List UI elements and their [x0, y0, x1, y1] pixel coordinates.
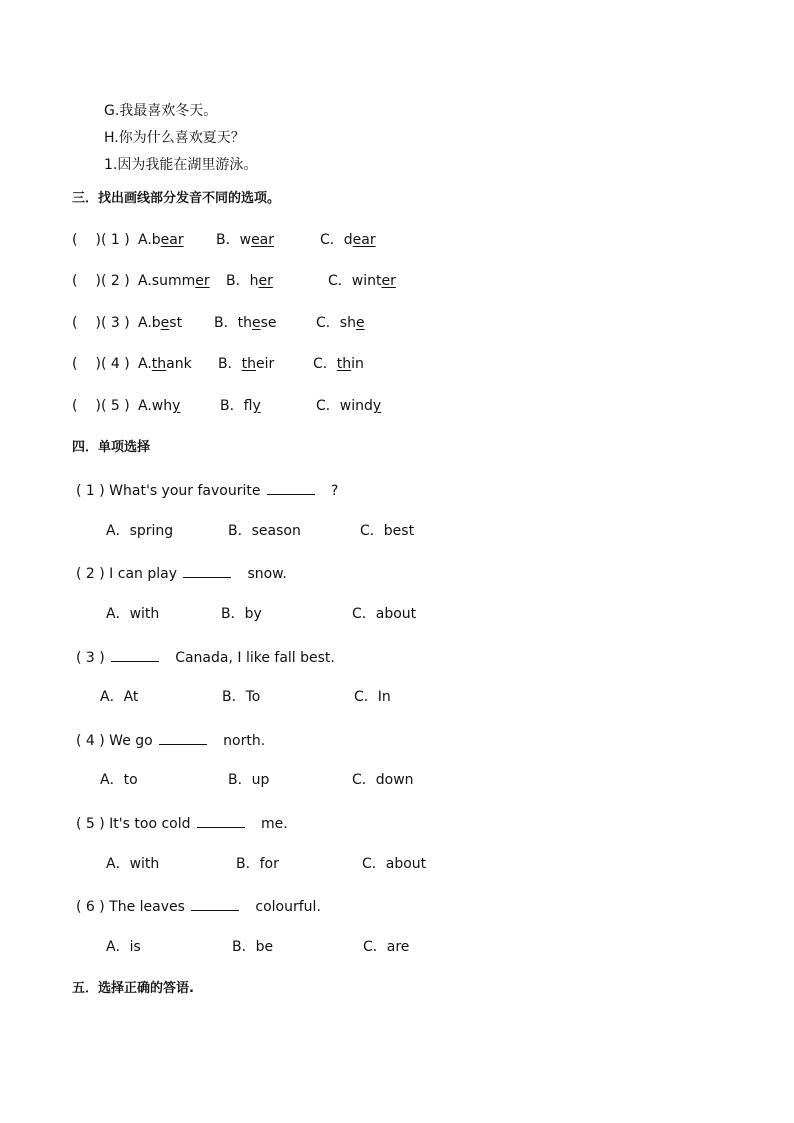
- question-stem: [76, 563, 287, 583]
- item-number: ( 1 ): [100, 232, 130, 248]
- option-text: ank: [166, 356, 192, 372]
- choice-b: B．by: [221, 606, 262, 622]
- choice-c: C．are: [363, 939, 410, 955]
- underlined-letters: ear: [251, 232, 275, 248]
- item-number: ( 4 ): [100, 356, 130, 372]
- choice-b: B．for: [236, 856, 279, 872]
- underlined-letters: y: [372, 398, 382, 414]
- option-c: [316, 397, 381, 415]
- cn-sentence-h: H.你为什么喜欢夏天？: [104, 130, 245, 146]
- option-text: in: [351, 356, 364, 372]
- underlined-letters: th: [336, 356, 352, 372]
- underlined-letters: e: [160, 315, 170, 331]
- option-c: [328, 272, 396, 290]
- underlined-letters: er: [258, 273, 273, 289]
- choice-b: B．To: [222, 689, 261, 705]
- choice-c: C．best: [360, 523, 415, 539]
- question-stem: [76, 896, 321, 916]
- pronunciation-item: [72, 272, 130, 290]
- answer-paren-open: (: [72, 356, 78, 372]
- question-text: ( 2 ) I can play: [76, 566, 182, 582]
- option-text: B．: [218, 356, 242, 372]
- question-text: colourful.: [255, 899, 321, 915]
- answer-paren-close: ): [95, 315, 101, 331]
- choice-a: A．to: [100, 772, 138, 788]
- section3-title: 三．找出画线部分发音不同的选项。: [72, 191, 281, 206]
- underlined-letters: ear: [160, 232, 184, 248]
- answer-paren-close: ): [95, 273, 101, 289]
- option-text: C．sh: [316, 315, 356, 331]
- option-b: [218, 355, 274, 373]
- option-a: [138, 231, 184, 249]
- option-text: B．fl: [220, 398, 253, 414]
- choice-b: B．season: [228, 523, 301, 539]
- option-a: [138, 355, 192, 373]
- option-text: A.b: [138, 315, 161, 331]
- option-c: [313, 355, 364, 373]
- item-number: ( 2 ): [100, 273, 130, 289]
- underlined-letters: y: [172, 398, 181, 414]
- question-text: ?: [330, 483, 339, 499]
- option-b: [220, 397, 261, 415]
- question-stem: [76, 730, 265, 750]
- option-text: C．wint: [328, 273, 382, 289]
- option-text: A.b: [138, 232, 161, 248]
- underlined-letters: e: [251, 315, 261, 331]
- pronunciation-item: [72, 397, 130, 415]
- option-b: [214, 314, 277, 332]
- question-text: ( 1 ) What's your favourite: [76, 483, 265, 499]
- question-text: ( 6 ) The leaves: [76, 899, 190, 915]
- answer-paren-open: (: [72, 315, 78, 331]
- underlined-letters: er: [195, 273, 210, 289]
- option-text: B．w: [216, 232, 252, 248]
- choice-a: A．At: [100, 689, 139, 705]
- option-text: A.wh: [138, 398, 173, 414]
- choice-a: A．spring: [106, 523, 174, 539]
- choice-c: C．about: [362, 856, 427, 872]
- section4-title: 四．单项选择: [72, 440, 151, 455]
- option-a: [138, 314, 182, 332]
- question-text: north.: [223, 733, 266, 749]
- answer-paren-open: (: [72, 232, 78, 248]
- question-text: ( 4 ) We go: [76, 733, 158, 749]
- answer-blank[interactable]: [267, 480, 315, 495]
- answer-blank[interactable]: [197, 813, 245, 828]
- answer-paren-close: ): [95, 398, 101, 414]
- option-text: se: [260, 315, 277, 331]
- answer-paren-open: (: [72, 398, 78, 414]
- question-text: Canada, I like fall best.: [175, 650, 335, 666]
- answer-paren-close: ): [95, 356, 101, 372]
- question-text: ( 5 ) It's too cold: [76, 816, 195, 832]
- pronunciation-item: [72, 355, 130, 373]
- option-b: [216, 231, 274, 249]
- choice-c: C．about: [352, 606, 417, 622]
- option-text: B．th: [214, 315, 252, 331]
- answer-paren-close: ): [95, 232, 101, 248]
- underlined-letters: e: [355, 315, 365, 331]
- option-b: [226, 272, 273, 290]
- cn-sentence-g: G.我最喜欢冬天。: [104, 103, 218, 119]
- choice-c: C．down: [352, 772, 414, 788]
- choice-c: C．In: [354, 689, 391, 705]
- pronunciation-item: [72, 314, 130, 332]
- option-c: [320, 231, 376, 249]
- answer-blank[interactable]: [159, 730, 207, 745]
- option-text: C．wind: [316, 398, 373, 414]
- question-stem: [76, 813, 288, 833]
- choice-a: A．with: [106, 606, 160, 622]
- option-a: [138, 397, 180, 415]
- option-text: C．d: [320, 232, 353, 248]
- option-text: A.summ: [138, 273, 196, 289]
- question-text: me.: [260, 816, 288, 832]
- answer-paren-open: (: [72, 273, 78, 289]
- underlined-letters: ear: [352, 232, 376, 248]
- item-number: ( 3 ): [100, 315, 130, 331]
- option-text: B．h: [226, 273, 259, 289]
- question-stem: [76, 647, 335, 667]
- question-stem: [76, 480, 338, 500]
- option-c: [316, 314, 365, 332]
- underlined-letters: y: [252, 398, 261, 414]
- question-text: ( 3 ): [76, 650, 110, 666]
- cn-sentence-i: 1.因为我能在湖里游泳。: [104, 157, 258, 173]
- answer-blank[interactable]: [183, 563, 231, 578]
- answer-blank[interactable]: [111, 647, 159, 662]
- item-number: ( 5 ): [100, 398, 130, 414]
- choice-b: B．up: [228, 772, 270, 788]
- option-text: eir: [255, 356, 275, 372]
- underlined-letters: th: [151, 356, 167, 372]
- answer-blank[interactable]: [191, 896, 239, 911]
- option-text: C．: [313, 356, 337, 372]
- choice-a: A．is: [106, 939, 141, 955]
- section5-title: 五．选择正确的答语.: [72, 981, 194, 996]
- option-text: A.: [138, 356, 152, 372]
- choice-a: A．with: [106, 856, 160, 872]
- underlined-letters: er: [381, 273, 396, 289]
- pronunciation-item: [72, 231, 130, 249]
- choice-b: B．be: [232, 939, 274, 955]
- question-text: snow.: [247, 566, 287, 582]
- option-text: st: [169, 315, 183, 331]
- underlined-letters: th: [241, 356, 256, 372]
- option-a: [138, 272, 210, 290]
